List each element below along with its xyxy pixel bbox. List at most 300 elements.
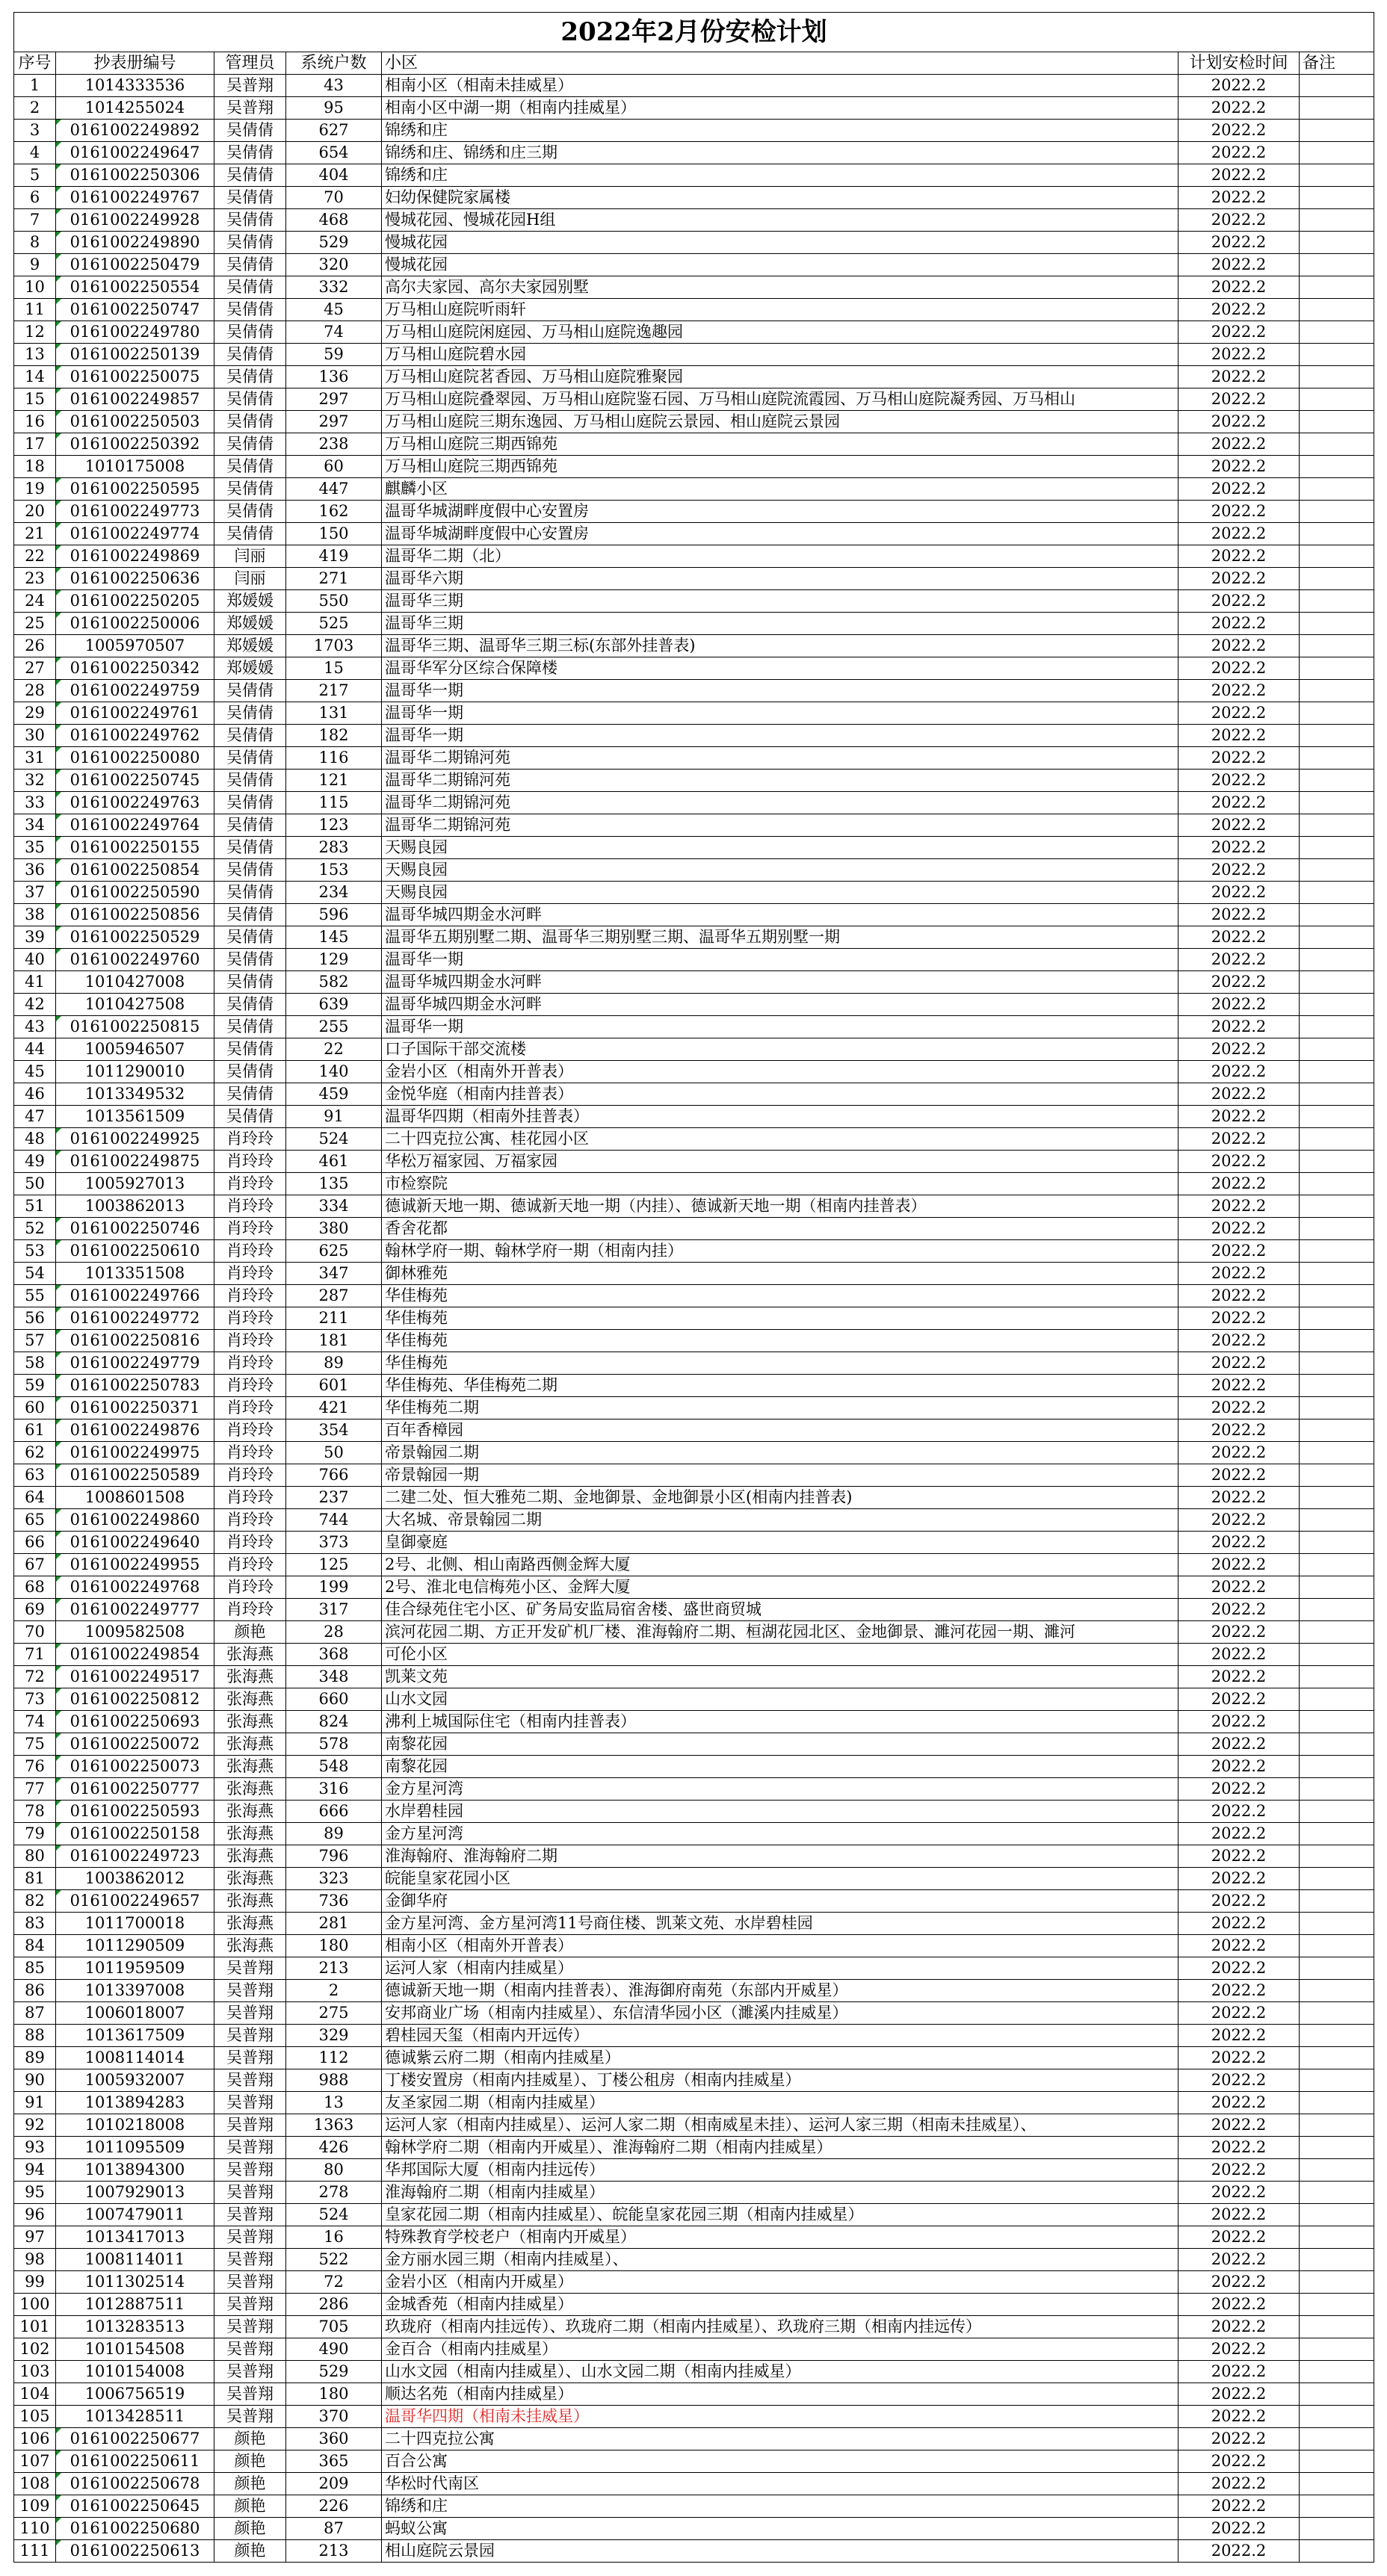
cell-community[interactable]: 温哥华城四期金水河畔 <box>382 971 1179 994</box>
cell-no[interactable]: 56 <box>14 1307 56 1330</box>
cell-community[interactable]: 万马相山庭院三期东逸园、万马相山庭院云景园、相山庭院云景园 <box>382 411 1179 433</box>
cell-household-count[interactable]: 140 <box>286 1061 382 1083</box>
cell-plan-time[interactable]: 2022.2 <box>1179 613 1300 635</box>
cell-community[interactable]: 德诚紫云府二期（相南内挂威星） <box>382 2047 1179 2069</box>
cell-plan-time[interactable]: 2022.2 <box>1179 1823 1300 1845</box>
cell-community[interactable]: 锦绣和庄 <box>382 120 1179 142</box>
cell-household-count[interactable]: 1703 <box>286 635 382 657</box>
cell-no[interactable]: 87 <box>14 2002 56 2025</box>
cell-manager[interactable]: 吴普翔 <box>214 2226 286 2249</box>
cell-household-count[interactable]: 365 <box>286 2450 382 2473</box>
cell-household-count[interactable]: 421 <box>286 1397 382 1419</box>
cell-manager[interactable]: 郑媛媛 <box>214 613 286 635</box>
cell-no[interactable]: 67 <box>14 1554 56 1576</box>
cell-household-count[interactable]: 468 <box>286 209 382 232</box>
cell-note[interactable] <box>1300 1038 1374 1061</box>
cell-manager[interactable]: 吴倩倩 <box>214 859 286 882</box>
cell-plan-time[interactable]: 2022.2 <box>1179 1711 1300 1733</box>
cell-community[interactable]: 山水文园（相南内挂威星）、山水文园二期（相南内挂威星） <box>382 2361 1179 2383</box>
cell-meter-book[interactable]: 1006018007 <box>56 2002 214 2025</box>
cell-meter-book[interactable]: 0161002249767 <box>56 187 214 209</box>
cell-community[interactable]: 万马相山庭院三期西锦苑 <box>382 433 1179 456</box>
cell-note[interactable] <box>1300 792 1374 814</box>
cell-household-count[interactable]: 278 <box>286 2182 382 2204</box>
cell-meter-book[interactable]: 0161002249772 <box>56 1307 214 1330</box>
cell-household-count[interactable]: 234 <box>286 882 382 904</box>
cell-manager[interactable]: 肖玲玲 <box>214 1554 286 1576</box>
cell-community[interactable]: 市检察院 <box>382 1173 1179 1195</box>
cell-community[interactable]: 安邦商业广场（相南内挂威星）、东信清华园小区（濉溪内挂威星） <box>382 2002 1179 2025</box>
cell-note[interactable] <box>1300 2226 1374 2249</box>
cell-community[interactable]: 相南小区（相南外开普表） <box>382 1935 1179 1957</box>
cell-meter-book[interactable]: 0161002250080 <box>56 747 214 770</box>
cell-meter-book[interactable]: 1013351508 <box>56 1263 214 1285</box>
cell-note[interactable] <box>1300 1733 1374 1756</box>
cell-community[interactable]: 金御华府 <box>382 1890 1179 1913</box>
cell-meter-book[interactable]: 1005970507 <box>56 635 214 657</box>
cell-plan-time[interactable]: 2022.2 <box>1179 1845 1300 1868</box>
cell-manager[interactable]: 吴倩倩 <box>214 321 286 344</box>
cell-meter-book[interactable]: 0161002250645 <box>56 2495 214 2518</box>
cell-household-count[interactable]: 237 <box>286 1487 382 1509</box>
cell-no[interactable]: 7 <box>14 209 56 232</box>
cell-plan-time[interactable]: 2022.2 <box>1179 882 1300 904</box>
cell-manager[interactable]: 张海燕 <box>214 1711 286 1733</box>
cell-community[interactable]: 锦绣和庄、锦绣和庄三期 <box>382 142 1179 164</box>
cell-household-count[interactable]: 59 <box>286 344 382 366</box>
cell-no[interactable]: 60 <box>14 1397 56 1419</box>
cell-note[interactable] <box>1300 680 1374 702</box>
cell-meter-book[interactable]: 0161002249860 <box>56 1509 214 1532</box>
cell-community[interactable]: 玖珑府（相南内挂远传）、玖珑府二期（相南内挂威星）、玖珑府三期（相南内挂远传） <box>382 2316 1179 2338</box>
cell-meter-book[interactable]: 0161002249890 <box>56 232 214 254</box>
cell-community[interactable]: 温哥华军分区综合保障楼 <box>382 657 1179 680</box>
cell-household-count[interactable]: 419 <box>286 545 382 568</box>
cell-manager[interactable]: 吴普翔 <box>214 2406 286 2428</box>
cell-meter-book[interactable]: 0161002249925 <box>56 1128 214 1151</box>
cell-note[interactable] <box>1300 523 1374 545</box>
cell-community[interactable]: 万马相山庭院三期西锦苑 <box>382 456 1179 478</box>
cell-household-count[interactable]: 596 <box>286 904 382 926</box>
cell-note[interactable] <box>1300 613 1374 635</box>
cell-no[interactable]: 47 <box>14 1106 56 1128</box>
cell-community[interactable]: 华佳梅苑、华佳梅苑二期 <box>382 1375 1179 1397</box>
cell-plan-time[interactable]: 2022.2 <box>1179 859 1300 882</box>
cell-meter-book[interactable]: 1013428511 <box>56 2406 214 2428</box>
cell-no[interactable]: 94 <box>14 2159 56 2182</box>
cell-no[interactable]: 49 <box>14 1151 56 1173</box>
cell-manager[interactable]: 吴倩倩 <box>214 770 286 792</box>
cell-meter-book[interactable]: 1014333536 <box>56 75 214 97</box>
cell-community[interactable]: 麒麟小区 <box>382 478 1179 501</box>
cell-community[interactable]: 佳合绿苑住宅小区、矿务局安监局宿舍楼、盛世商贸城 <box>382 1599 1179 1621</box>
cell-household-count[interactable]: 447 <box>286 478 382 501</box>
cell-no[interactable]: 99 <box>14 2271 56 2294</box>
cell-note[interactable] <box>1300 747 1374 770</box>
cell-meter-book[interactable]: 0161002250812 <box>56 1688 214 1711</box>
cell-no[interactable]: 111 <box>14 2540 56 2563</box>
cell-meter-book[interactable]: 1009582508 <box>56 1621 214 1644</box>
cell-no[interactable]: 62 <box>14 1442 56 1464</box>
cell-plan-time[interactable]: 2022.2 <box>1179 680 1300 702</box>
cell-manager[interactable]: 肖玲玲 <box>214 1173 286 1195</box>
cell-household-count[interactable]: 15 <box>286 657 382 680</box>
cell-community[interactable]: 二十四克拉公寓 <box>382 2428 1179 2450</box>
cell-no[interactable]: 79 <box>14 1823 56 1845</box>
cell-household-count[interactable]: 550 <box>286 590 382 613</box>
cell-no[interactable]: 57 <box>14 1330 56 1352</box>
cell-plan-time[interactable]: 2022.2 <box>1179 164 1300 187</box>
cell-meter-book[interactable]: 0161002250680 <box>56 2518 214 2540</box>
cell-note[interactable] <box>1300 971 1374 994</box>
cell-note[interactable] <box>1300 1778 1374 1801</box>
cell-note[interactable] <box>1300 1688 1374 1711</box>
cell-meter-book[interactable]: 1010427508 <box>56 994 214 1016</box>
cell-plan-time[interactable]: 2022.2 <box>1179 2406 1300 2428</box>
cell-plan-time[interactable]: 2022.2 <box>1179 1935 1300 1957</box>
cell-manager[interactable]: 吴倩倩 <box>214 747 286 770</box>
cell-no[interactable]: 70 <box>14 1621 56 1644</box>
cell-manager[interactable]: 吴普翔 <box>214 2092 286 2114</box>
cell-plan-time[interactable]: 2022.2 <box>1179 926 1300 949</box>
cell-no[interactable]: 61 <box>14 1419 56 1442</box>
cell-household-count[interactable]: 80 <box>286 2159 382 2182</box>
cell-note[interactable] <box>1300 2069 1374 2092</box>
cell-community[interactable]: 温哥华一期 <box>382 680 1179 702</box>
cell-plan-time[interactable]: 2022.2 <box>1179 635 1300 657</box>
cell-household-count[interactable]: 238 <box>286 433 382 456</box>
cell-plan-time[interactable]: 2022.2 <box>1179 1173 1300 1195</box>
cell-meter-book[interactable]: 0161002250595 <box>56 478 214 501</box>
cell-plan-time[interactable]: 2022.2 <box>1179 456 1300 478</box>
cell-note[interactable] <box>1300 344 1374 366</box>
cell-meter-book[interactable]: 0161002249869 <box>56 545 214 568</box>
cell-manager[interactable]: 吴倩倩 <box>214 1106 286 1128</box>
cell-manager[interactable]: 吴倩倩 <box>214 456 286 478</box>
cell-meter-book[interactable]: 1013397008 <box>56 1980 214 2002</box>
cell-household-count[interactable]: 150 <box>286 523 382 545</box>
cell-manager[interactable]: 吴普翔 <box>214 2047 286 2069</box>
cell-community[interactable]: 华佳梅苑 <box>382 1285 1179 1307</box>
cell-meter-book[interactable]: 1011290509 <box>56 1935 214 1957</box>
cell-meter-book[interactable]: 1008114014 <box>56 2047 214 2069</box>
cell-community[interactable]: 慢城花园 <box>382 232 1179 254</box>
cell-note[interactable] <box>1300 411 1374 433</box>
cell-community[interactable]: 天赐良园 <box>382 882 1179 904</box>
cell-meter-book[interactable]: 1010175008 <box>56 456 214 478</box>
cell-community[interactable]: 温哥华城四期金水河畔 <box>382 904 1179 926</box>
cell-plan-time[interactable]: 2022.2 <box>1179 1890 1300 1913</box>
cell-no[interactable]: 107 <box>14 2450 56 2473</box>
cell-note[interactable] <box>1300 1263 1374 1285</box>
cell-meter-book[interactable]: 0161002250554 <box>56 276 214 299</box>
cell-community[interactable]: 温哥华城湖畔度假中心安置房 <box>382 501 1179 523</box>
cell-meter-book[interactable]: 0161002249773 <box>56 501 214 523</box>
cell-plan-time[interactable]: 2022.2 <box>1179 1487 1300 1509</box>
cell-community[interactable]: 淮海翰府、淮海翰府二期 <box>382 1845 1179 1868</box>
cell-manager[interactable]: 肖玲玲 <box>214 1352 286 1375</box>
cell-note[interactable] <box>1300 1397 1374 1419</box>
cell-meter-book[interactable]: 1013894283 <box>56 2092 214 2114</box>
cell-meter-book[interactable]: 1014255024 <box>56 97 214 120</box>
cell-note[interactable] <box>1300 1061 1374 1083</box>
cell-note[interactable] <box>1300 635 1374 657</box>
cell-note[interactable] <box>1300 1576 1374 1599</box>
cell-no[interactable]: 108 <box>14 2473 56 2495</box>
cell-household-count[interactable]: 627 <box>286 120 382 142</box>
cell-plan-time[interactable]: 2022.2 <box>1179 725 1300 747</box>
cell-no[interactable]: 22 <box>14 545 56 568</box>
cell-note[interactable] <box>1300 276 1374 299</box>
cell-community[interactable]: 相南小区（相南未挂威星） <box>382 75 1179 97</box>
cell-plan-time[interactable]: 2022.2 <box>1179 837 1300 859</box>
cell-note[interactable] <box>1300 1352 1374 1375</box>
cell-household-count[interactable]: 22 <box>286 1038 382 1061</box>
cell-note[interactable] <box>1300 2518 1374 2540</box>
cell-note[interactable] <box>1300 2137 1374 2159</box>
cell-community[interactable]: 蚂蚁公寓 <box>382 2518 1179 2540</box>
cell-plan-time[interactable]: 2022.2 <box>1179 2338 1300 2361</box>
cell-meter-book[interactable]: 0161002249875 <box>56 1151 214 1173</box>
cell-meter-book[interactable]: 0161002249768 <box>56 1576 214 1599</box>
cell-meter-book[interactable]: 1010154008 <box>56 2361 214 2383</box>
cell-no[interactable]: 4 <box>14 142 56 164</box>
cell-household-count[interactable]: 370 <box>286 2406 382 2428</box>
cell-community[interactable]: 华佳梅苑二期 <box>382 1397 1179 1419</box>
cell-manager[interactable]: 肖玲玲 <box>214 1487 286 1509</box>
cell-household-count[interactable]: 180 <box>286 1935 382 1957</box>
cell-plan-time[interactable]: 2022.2 <box>1179 1397 1300 1419</box>
cell-no[interactable]: 69 <box>14 1599 56 1621</box>
cell-meter-book[interactable]: 1011290010 <box>56 1061 214 1083</box>
cell-meter-book[interactable]: 0161002250205 <box>56 590 214 613</box>
cell-plan-time[interactable]: 2022.2 <box>1179 1128 1300 1151</box>
cell-community[interactable]: 天赐良园 <box>382 859 1179 882</box>
cell-meter-book[interactable]: 0161002249761 <box>56 702 214 725</box>
cell-no[interactable]: 96 <box>14 2204 56 2226</box>
cell-note[interactable] <box>1300 366 1374 388</box>
cell-community[interactable]: 丁楼安置房（相南内挂威星）、丁楼公租房（相南内挂威星） <box>382 2069 1179 2092</box>
cell-meter-book[interactable]: 0161002250155 <box>56 837 214 859</box>
cell-meter-book[interactable]: 0161002250678 <box>56 2473 214 2495</box>
cell-manager[interactable]: 颜艳 <box>214 2495 286 2518</box>
cell-community[interactable]: 华佳梅苑 <box>382 1330 1179 1352</box>
cell-plan-time[interactable]: 2022.2 <box>1179 1733 1300 1756</box>
cell-meter-book[interactable]: 1003862012 <box>56 1868 214 1890</box>
cell-manager[interactable]: 肖玲玲 <box>214 1240 286 1263</box>
cell-note[interactable] <box>1300 2473 1374 2495</box>
cell-manager[interactable]: 肖玲玲 <box>214 1330 286 1352</box>
cell-household-count[interactable]: 153 <box>286 859 382 882</box>
cell-plan-time[interactable]: 2022.2 <box>1179 1263 1300 1285</box>
cell-note[interactable] <box>1300 1666 1374 1688</box>
cell-plan-time[interactable]: 2022.2 <box>1179 501 1300 523</box>
cell-plan-time[interactable]: 2022.2 <box>1179 1644 1300 1666</box>
cell-plan-time[interactable]: 2022.2 <box>1179 2025 1300 2047</box>
cell-meter-book[interactable]: 0161002250610 <box>56 1240 214 1263</box>
cell-household-count[interactable]: 490 <box>286 2338 382 2361</box>
cell-note[interactable] <box>1300 1240 1374 1263</box>
cell-plan-time[interactable]: 2022.2 <box>1179 1218 1300 1240</box>
cell-manager[interactable]: 吴倩倩 <box>214 120 286 142</box>
cell-meter-book[interactable]: 0161002250503 <box>56 411 214 433</box>
cell-household-count[interactable]: 578 <box>286 1733 382 1756</box>
cell-community[interactable]: 二十四克拉公寓、桂花园小区 <box>382 1128 1179 1151</box>
cell-household-count[interactable]: 404 <box>286 164 382 187</box>
cell-note[interactable] <box>1300 2114 1374 2137</box>
cell-note[interactable] <box>1300 1890 1374 1913</box>
cell-note[interactable] <box>1300 1218 1374 1240</box>
cell-manager[interactable]: 吴倩倩 <box>214 164 286 187</box>
cell-manager[interactable]: 吴倩倩 <box>214 299 286 321</box>
cell-plan-time[interactable]: 2022.2 <box>1179 1083 1300 1106</box>
cell-plan-time[interactable]: 2022.2 <box>1179 1375 1300 1397</box>
cell-no[interactable]: 15 <box>14 388 56 411</box>
cell-community[interactable]: 特殊教育学校老户（相南内开威星） <box>382 2226 1179 2249</box>
cell-note[interactable] <box>1300 1442 1374 1464</box>
cell-household-count[interactable]: 123 <box>286 814 382 837</box>
cell-note[interactable] <box>1300 478 1374 501</box>
cell-community[interactable]: 华松万福家园、万福家园 <box>382 1151 1179 1173</box>
cell-note[interactable] <box>1300 1128 1374 1151</box>
cell-no[interactable]: 63 <box>14 1464 56 1487</box>
cell-manager[interactable]: 张海燕 <box>214 1778 286 1801</box>
cell-manager[interactable]: 肖玲玲 <box>214 1263 286 1285</box>
cell-manager[interactable]: 吴倩倩 <box>214 792 286 814</box>
cell-household-count[interactable]: 255 <box>286 1016 382 1038</box>
cell-meter-book[interactable]: 1005946507 <box>56 1038 214 1061</box>
cell-household-count[interactable]: 131 <box>286 702 382 725</box>
cell-household-count[interactable]: 525 <box>286 613 382 635</box>
cell-no[interactable]: 93 <box>14 2137 56 2159</box>
cell-manager[interactable]: 吴倩倩 <box>214 523 286 545</box>
cell-manager[interactable]: 张海燕 <box>214 1935 286 1957</box>
cell-household-count[interactable]: 334 <box>286 1195 382 1218</box>
cell-community[interactable]: 温哥华三期、温哥华三期三标(东部外挂普表) <box>382 635 1179 657</box>
cell-manager[interactable]: 吴倩倩 <box>214 232 286 254</box>
cell-community[interactable]: 金方星河湾、金方星河湾11号商住楼、凯莱文苑、水岸碧桂园 <box>382 1913 1179 1935</box>
cell-manager[interactable]: 颜艳 <box>214 2450 286 2473</box>
cell-meter-book[interactable]: 0161002250479 <box>56 254 214 276</box>
cell-meter-book[interactable]: 0161002249647 <box>56 142 214 164</box>
cell-meter-book[interactable]: 0161002249723 <box>56 1845 214 1868</box>
cell-no[interactable]: 1 <box>14 75 56 97</box>
cell-meter-book[interactable]: 0161002250747 <box>56 299 214 321</box>
cell-no[interactable]: 95 <box>14 2182 56 2204</box>
cell-no[interactable]: 72 <box>14 1666 56 1688</box>
cell-note[interactable] <box>1300 1845 1374 1868</box>
cell-plan-time[interactable]: 2022.2 <box>1179 2204 1300 2226</box>
cell-manager[interactable]: 肖玲玲 <box>214 1532 286 1554</box>
cell-household-count[interactable]: 332 <box>286 276 382 299</box>
cell-manager[interactable]: 吴倩倩 <box>214 1038 286 1061</box>
cell-community[interactable]: 温哥华一期 <box>382 725 1179 747</box>
cell-community[interactable]: 华佳梅苑 <box>382 1307 1179 1330</box>
cell-household-count[interactable]: 87 <box>286 2518 382 2540</box>
cell-note[interactable] <box>1300 120 1374 142</box>
cell-meter-book[interactable]: 0161002250158 <box>56 1823 214 1845</box>
cell-plan-time[interactable]: 2022.2 <box>1179 770 1300 792</box>
cell-manager[interactable]: 吴普翔 <box>214 1957 286 1980</box>
cell-note[interactable] <box>1300 926 1374 949</box>
cell-manager[interactable]: 张海燕 <box>214 1845 286 1868</box>
cell-note[interactable] <box>1300 433 1374 456</box>
cell-plan-time[interactable]: 2022.2 <box>1179 971 1300 994</box>
cell-meter-book[interactable]: 0161002249766 <box>56 1285 214 1307</box>
cell-household-count[interactable]: 666 <box>286 1801 382 1823</box>
cell-manager[interactable]: 肖玲玲 <box>214 1307 286 1330</box>
cell-plan-time[interactable]: 2022.2 <box>1179 2159 1300 2182</box>
cell-manager[interactable]: 郑媛媛 <box>214 590 286 613</box>
cell-household-count[interactable]: 116 <box>286 747 382 770</box>
cell-household-count[interactable]: 297 <box>286 388 382 411</box>
cell-plan-time[interactable]: 2022.2 <box>1179 590 1300 613</box>
cell-no[interactable]: 9 <box>14 254 56 276</box>
cell-plan-time[interactable]: 2022.2 <box>1179 1307 1300 1330</box>
cell-meter-book[interactable]: 1011095509 <box>56 2137 214 2159</box>
cell-community[interactable]: 南黎花园 <box>382 1756 1179 1778</box>
cell-meter-book[interactable]: 0161002250816 <box>56 1330 214 1352</box>
cell-no[interactable]: 38 <box>14 904 56 926</box>
cell-manager[interactable]: 张海燕 <box>214 1756 286 1778</box>
cell-plan-time[interactable]: 2022.2 <box>1179 949 1300 971</box>
cell-manager[interactable]: 吴倩倩 <box>214 725 286 747</box>
cell-household-count[interactable]: 162 <box>286 501 382 523</box>
cell-household-count[interactable]: 182 <box>286 725 382 747</box>
cell-no[interactable]: 13 <box>14 344 56 366</box>
cell-manager[interactable]: 吴普翔 <box>214 1980 286 2002</box>
cell-household-count[interactable]: 287 <box>286 1285 382 1307</box>
cell-no[interactable]: 21 <box>14 523 56 545</box>
cell-community[interactable]: 金悦华庭（相南内挂普表） <box>382 1083 1179 1106</box>
cell-manager[interactable]: 吴倩倩 <box>214 1061 286 1083</box>
cell-plan-time[interactable]: 2022.2 <box>1179 2495 1300 2518</box>
cell-plan-time[interactable]: 2022.2 <box>1179 1554 1300 1576</box>
cell-meter-book[interactable]: 0161002249764 <box>56 814 214 837</box>
cell-manager[interactable]: 吴倩倩 <box>214 882 286 904</box>
cell-meter-book[interactable]: 0161002249779 <box>56 1352 214 1375</box>
cell-household-count[interactable]: 43 <box>286 75 382 97</box>
cell-no[interactable]: 16 <box>14 411 56 433</box>
cell-note[interactable] <box>1300 1173 1374 1195</box>
cell-household-count[interactable]: 380 <box>286 1218 382 1240</box>
cell-community[interactable]: 凯莱文苑 <box>382 1666 1179 1688</box>
cell-manager[interactable]: 张海燕 <box>214 1666 286 1688</box>
cell-note[interactable] <box>1300 1285 1374 1307</box>
cell-note[interactable] <box>1300 770 1374 792</box>
cell-no[interactable]: 52 <box>14 1218 56 1240</box>
cell-household-count[interactable]: 213 <box>286 2540 382 2563</box>
cell-no[interactable]: 5 <box>14 164 56 187</box>
cell-note[interactable] <box>1300 814 1374 837</box>
cell-meter-book[interactable]: 0161002250856 <box>56 904 214 926</box>
cell-community[interactable]: 运河人家（相南内挂威星）、运河人家二期（相南威星未挂）、运河人家三期（相南未挂威星）、 <box>382 2114 1179 2137</box>
cell-note[interactable] <box>1300 1935 1374 1957</box>
cell-note[interactable] <box>1300 904 1374 926</box>
cell-plan-time[interactable]: 2022.2 <box>1179 2361 1300 2383</box>
cell-household-count[interactable]: 348 <box>286 1666 382 1688</box>
cell-no[interactable]: 104 <box>14 2383 56 2406</box>
cell-plan-time[interactable]: 2022.2 <box>1179 2316 1300 2338</box>
cell-note[interactable] <box>1300 702 1374 725</box>
cell-household-count[interactable]: 115 <box>286 792 382 814</box>
cell-community[interactable]: 天赐良园 <box>382 837 1179 859</box>
cell-household-count[interactable]: 297 <box>286 411 382 433</box>
cell-no[interactable]: 77 <box>14 1778 56 1801</box>
cell-meter-book[interactable]: 1011302514 <box>56 2271 214 2294</box>
cell-plan-time[interactable]: 2022.2 <box>1179 2428 1300 2450</box>
cell-meter-book[interactable]: 1011959509 <box>56 1957 214 1980</box>
